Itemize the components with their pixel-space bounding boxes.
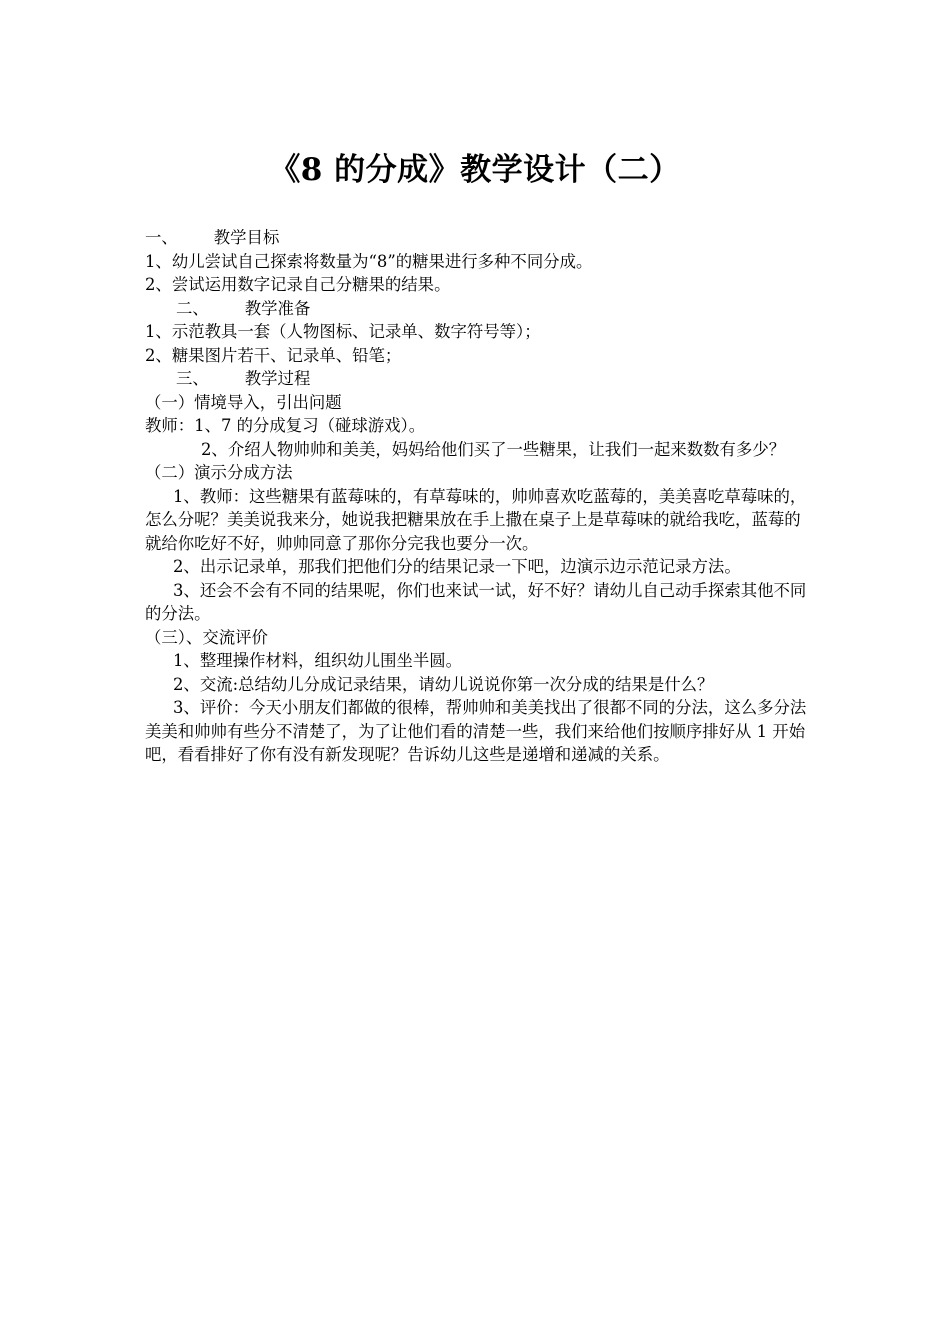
process-paragraph: 2、介绍人物帅帅和美美，妈妈给他们买了一些糖果，让我们一起来数数有多少？ [201, 439, 786, 459]
subsection-heading: （三）、交流评价 [145, 627, 268, 647]
process-paragraph: 3、评价：今天小朋友们都做的很棒，帮帅帅和美美找出了很都不同的分法，这么多分法美美和帅帅有些分不清楚了，为了让他们看的清楚一些，我们来给他们按顺序排好从 1 开始吧，看看排好了你有没有新发现呢？告诉幼儿这些是递增和递减的关系。 [145, 698, 807, 764]
subsection-heading: （一）情境导入，引出问题 [145, 392, 342, 412]
process-paragraph: 2、出示记录单，那我们把他们分的结果记录一下吧，边演示边示范记录方法。 [173, 557, 741, 576]
section-heading-preparation: 二、 教学准备 [176, 298, 311, 318]
subsection-heading: （二）演示分成方法 [145, 463, 293, 482]
section-heading-goals: 一、 教学目标 [145, 228, 280, 247]
document-title: 《8 的分成》教学设计（二） [269, 152, 681, 188]
document-body [145, 226, 810, 767]
process-paragraph: 1、教师：这些糖果有蓝莓味的，有草莓味的，帅帅喜欢吃蓝莓的，美美喜吃草莓味的，怎么分呢？美美说我来分，她说我把糖果放在手上撒在桌子上是草莓味的就给我吃，蓝莓的就给你吃好不好，帅帅同意了那你分完我也要分一次。 [145, 486, 807, 553]
process-paragraph: 2、交流:总结幼儿分成记录结果，请幼儿说说你第一次分成的结果是什么？ [173, 674, 714, 694]
goal-item: 2、尝试运用数字记录自己分糖果的结果。 [145, 275, 451, 294]
preparation-item: 1、示范教具一套（人物图标、记录单、数字符号等）； [145, 322, 541, 341]
preparation-item: 2、糖果图片若干、记录单、铅笔； [145, 345, 402, 365]
process-paragraph: 1、整理操作材料，组织幼儿围坐半圆。 [173, 651, 463, 670]
process-paragraph: 3、还会不会有不同的结果呢，你们也来试一试，好不好？请幼儿自己动手探索其他不同的分法。 [145, 580, 807, 623]
process-paragraph: 教师：1、7 的分成复习（碰球游戏）。 [145, 416, 426, 435]
section-heading-process: 三、 教学过程 [176, 369, 311, 388]
goal-item: 1、幼儿尝试自己探索将数量为“8”的糖果进行多种不同分成。 [145, 251, 593, 271]
